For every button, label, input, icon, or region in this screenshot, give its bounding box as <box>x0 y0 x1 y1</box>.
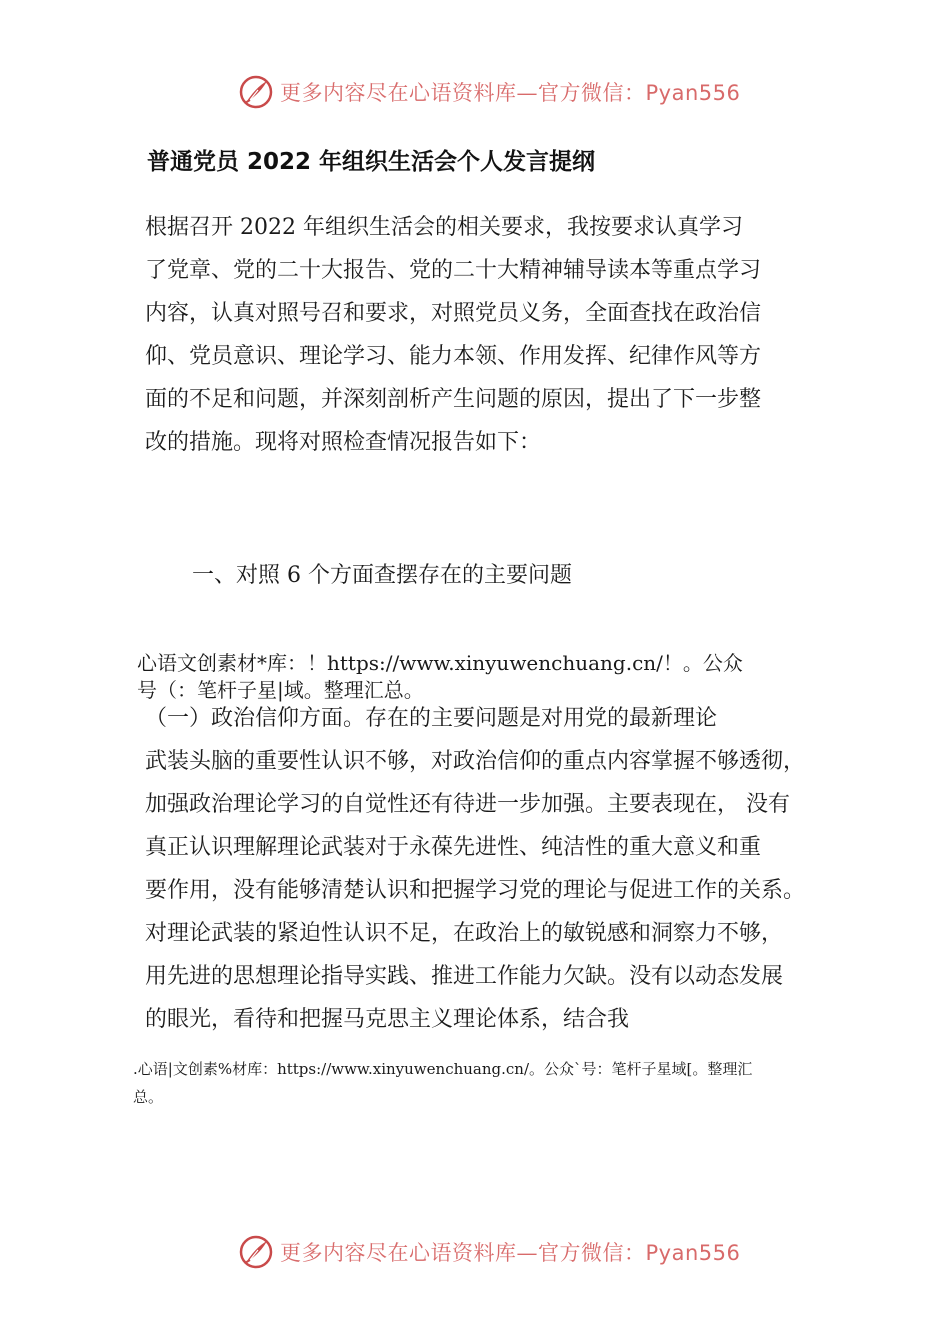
body-line: （一）政治信仰方面。存在的主要问题是对用党的最新理论 <box>145 706 718 731</box>
watermark-line: 心语文创素材*库：！https://www.xinyuwenchuang.cn/！。公众 <box>137 651 743 675</box>
source-watermark-note <box>137 650 743 704</box>
intro-paragraph <box>145 206 761 464</box>
document-title: 普通党员 2022 年组织生活会个人发言提纲 <box>147 149 596 175</box>
body-line: 真正认识理解理论武装对于永葆先进性、纯洁性的重大意义和重 <box>145 835 762 860</box>
body-line: 加强政治理论学习的自觉性还有待进一步加强。主要表现在， 没有 <box>145 792 790 817</box>
watermark-line: 总。 <box>133 1088 164 1106</box>
body-line: 对理论武装的紧迫性认识不足，在政治上的敏锐感和洞察力不够， <box>145 921 784 946</box>
footer-watermark-note <box>133 1055 752 1111</box>
banner-text <box>280 1237 740 1267</box>
quill-pen-logo-icon <box>238 74 274 110</box>
body-paragraph <box>145 697 805 1041</box>
watermark-line: 号（：笔杆子星|域。整理汇总。 <box>137 678 424 702</box>
quill-pen-logo-icon <box>238 1234 274 1270</box>
body-line: 的眼光，看待和把握马克思主义理论体系，结合我 <box>145 1007 630 1032</box>
banner-slogan: 更多内容尽在心语资料库—官方微信： <box>280 1241 646 1265</box>
watermark-line: .心语|文创素%材库：https://www.xinyuwenchuang.cn/。公众`号：笔杆子星域[。整理汇 <box>133 1060 753 1078</box>
intro-line: 面的不足和问题，并深刻剖析产生问题的原因，提出了下一步整 <box>145 387 762 412</box>
banner-wechat-id: Pyan556 <box>645 81 741 105</box>
body-line: 武装头脑的重要性认识不够，对政治信仰的重点内容掌握不够透彻， <box>145 749 806 774</box>
intro-line: 仰、党员意识、理论学习、能力本领、作用发挥、纪律作风等方 <box>145 344 762 369</box>
intro-line: 改的措施。现将对照检查情况报告如下： <box>145 430 542 455</box>
body-line: 用先进的思想理论指导实践、推进工作能力欠缺。没有以动态发展 <box>145 964 784 989</box>
footer-banner <box>238 1232 740 1272</box>
banner-slogan: 更多内容尽在心语资料库—官方微信： <box>280 81 646 105</box>
header-banner <box>238 72 740 112</box>
banner-wechat-id: Pyan556 <box>645 1241 741 1265</box>
body-line: 要作用，没有能够清楚认识和把握学习党的理论与促进工作的关系。 <box>145 878 806 903</box>
intro-line: 根据召开 2022 年组织生活会的相关要求，我按要求认真学习 <box>145 215 743 240</box>
intro-line: 内容，认真对照号召和要求，对照党员义务，全面查找在政治信 <box>145 301 762 326</box>
banner-text <box>280 77 740 107</box>
intro-line: 了党章、党的二十大报告、党的二十大精神辅导读本等重点学习 <box>145 258 762 283</box>
section-heading: 一、对照 6 个方面查摆存在的主要问题 <box>192 563 572 588</box>
